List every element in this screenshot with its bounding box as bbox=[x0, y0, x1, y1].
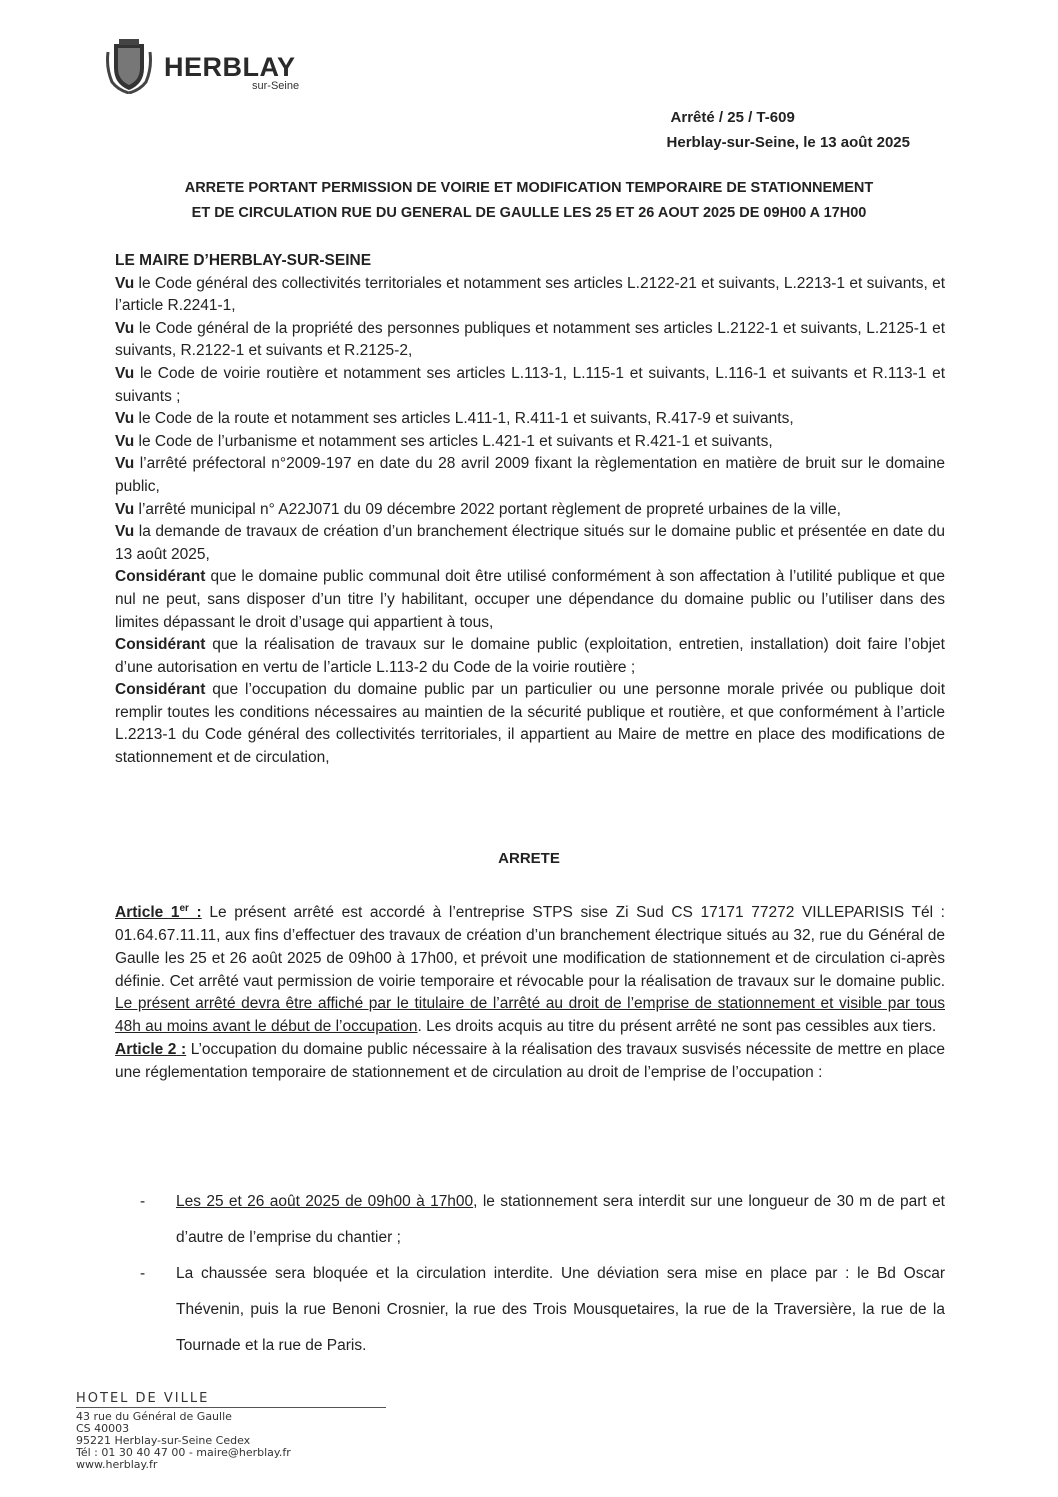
recitals-list bbox=[115, 273, 945, 770]
title-line-2: ET DE CIRCULATION RUE DU GENERAL DE GAULLE LES 25 ET 26 AOUT 2025 DE 09H00 A 17H00 bbox=[191, 205, 867, 221]
logo-subtitle: sur-Seine bbox=[252, 80, 300, 92]
recital-keyword: Vu bbox=[115, 410, 135, 428]
recital-item bbox=[115, 453, 945, 498]
recital-item bbox=[115, 521, 945, 566]
recital-item bbox=[115, 318, 945, 363]
article-2-text: L’occupation du domaine public nécessaire à la réalisation des travaux susvisés nécessite de mettre en place une réglementation temporaire de stationnement et de circulation au droit de l’emprise de l’occupation : bbox=[115, 1040, 945, 1081]
footer-address bbox=[76, 1393, 386, 1471]
bullet-dash: - bbox=[140, 1265, 146, 1282]
bullet-dash: - bbox=[140, 1193, 146, 1210]
recital-text: l’arrêté municipal n° A22J071 du 09 décembre 2022 portant règlement de propreté urbaines de la ville, bbox=[134, 500, 841, 518]
articles-section bbox=[115, 898, 945, 1085]
article-2 bbox=[115, 1039, 945, 1085]
recitals-section bbox=[115, 250, 945, 770]
recital-keyword: Vu bbox=[115, 523, 135, 541]
recital-item bbox=[115, 363, 945, 408]
recital-keyword: Considérant bbox=[115, 636, 206, 654]
recital-text: l’arrêté préfectoral n°2009-197 en date du 28 avril 2009 fixant la règlementation en matière de bruit sur le domaine public, bbox=[115, 455, 945, 495]
article-1-posting-requirement: Le présent arrêté devra être affiché par le titulaire de l’arrêté au droit de l’emprise de stationnement et visible par tous 48h au moins avant le début de l’occupation bbox=[115, 995, 945, 1036]
recital-keyword: Vu bbox=[115, 500, 135, 518]
recital-item bbox=[115, 566, 945, 634]
article-2-label: Article 2 : bbox=[115, 1040, 187, 1058]
measure-dates: Les 25 et 26 août 2025 de 09h00 à 17h00 bbox=[176, 1193, 474, 1210]
recital-text: que le domaine public communal doit être utilisé conformément à son affectation à l’utilité publique et que nul ne peut, sans disposer d’un titre l’y habilitant, occuper une dépendance du domaine public ou l’utiliser dans des limites dépassant le droit d’usage qui appartient à tous, bbox=[115, 568, 945, 631]
recital-text: le Code général des collectivités territoriales et notamment ses articles L.2122-21 et suivants, L.2213-1 et suivants, et l’article R.2241-1, bbox=[115, 274, 945, 315]
recital-item bbox=[115, 679, 945, 769]
measure-text: , le stationnement sera interdit sur une longueur de 30 m de part et d’autre de l’emprise du chantier ; bbox=[176, 1193, 945, 1246]
footer-cs: CS 40003 bbox=[76, 1422, 130, 1435]
recital-text: le Code de la route et notamment ses articles L.411-1, R.411-1 et suivants, R.417-9 et suivants, bbox=[134, 410, 794, 428]
article-1 bbox=[115, 898, 945, 1039]
recital-item bbox=[115, 634, 945, 679]
logo-wordmark: HERBLAY bbox=[164, 52, 296, 82]
article-1-text-a: Le présent arrêté est accordé à l’entreprise STPS sise Zi Sud CS 17171 77272 VILLEPARISIS Tél : 01.64.67.11.11, aux fins d’effectuer des travaux de création d’un branchement électrique situés au 32, rue du Général de Gaulle les 25 et 26 août 2025 de 09h00 à 17h00, et prévoit une modification de stationnement et de circulation ci-après définie. Cet arrêté vaut permission de voirie temporaire et révocable pour la réalisation de travaux sur le domaine public. bbox=[115, 904, 945, 990]
list-item bbox=[140, 1256, 945, 1364]
recital-item bbox=[115, 431, 945, 454]
recital-keyword: Considérant bbox=[115, 568, 206, 586]
recital-item bbox=[115, 499, 945, 522]
reference-block bbox=[667, 105, 910, 155]
recital-text: que la réalisation de travaux sur le domaine public (exploitation, entretien, installation) doit faire l’objet d’une autorisation en vertu de l’article L.113-2 du Code de la voirie routière ; bbox=[115, 636, 945, 676]
herblay-logo bbox=[104, 38, 334, 98]
arrete-heading: ARRETE bbox=[498, 850, 560, 867]
recital-text: le Code de l’urbanisme et notamment ses articles L.421-1 et suivants et R.421-1 et suivants, bbox=[134, 432, 773, 450]
footer-website: www.herblay.fr bbox=[76, 1458, 158, 1471]
footer-city: 95221 Herblay-sur-Seine Cedex bbox=[76, 1434, 251, 1447]
mayor-heading: LE MAIRE D’HERBLAY-SUR-SEINE bbox=[115, 252, 372, 269]
recital-keyword: Vu bbox=[115, 319, 135, 337]
footer-street: 43 rue du Général de Gaulle bbox=[76, 1410, 232, 1423]
place-date: Herblay-sur-Seine, le 13 août 2025 bbox=[666, 134, 910, 151]
footer-title: HOTEL DE VILLE bbox=[76, 1393, 386, 1408]
recital-keyword: Considérant bbox=[115, 681, 206, 699]
list-item bbox=[140, 1184, 945, 1256]
reference-number: Arrêté / 25 / T-609 bbox=[670, 109, 795, 126]
document-title bbox=[100, 176, 958, 226]
city-crest-icon bbox=[104, 38, 154, 94]
recital-text: le Code général de la propriété des personnes publiques et notamment ses articles L.2122-1 et suivants, L.2125-1 et suivants, R.2122-1 et suivants et R.2125-2, bbox=[115, 319, 945, 360]
measures-list bbox=[140, 1184, 945, 1364]
title-line-1: ARRETE PORTANT PERMISSION DE VOIRIE ET MODIFICATION TEMPORAIRE DE STATIONNEMENT bbox=[184, 180, 874, 196]
recital-text: le Code de voirie routière et notamment ses articles L.113-1, L.115-1 et suivants, L.116-1 et suivants et R.113-1 et suivants ; bbox=[115, 364, 945, 405]
article-1-text-b: . Les droits acquis au titre du présent arrêté ne sont pas cessibles aux tiers. bbox=[417, 1018, 937, 1036]
recital-keyword: Vu bbox=[115, 364, 135, 382]
recital-keyword: Vu bbox=[115, 455, 135, 473]
recital-item bbox=[115, 408, 945, 431]
recital-text: que l’occupation du domaine public par un particulier ou une personne morale privée ou publique doit remplir toutes les conditions nécessaires au maintien de la sécurité publique et routière, et que conformément à l’article L.2213-1 du Code général des collectivités territoriales, il appartient au Maire de mettre en place des modifications de stationnement et de circulation, bbox=[115, 681, 945, 767]
recital-item bbox=[115, 273, 945, 318]
measure-text: La chaussée sera bloquée et la circulation interdite. Une déviation sera mise en place par : le Bd Oscar Thévenin, puis la rue Benoni Crosnier, la rue des Trois Mousquetaires, la rue de la Traversière, la rue de la Tournade et la rue de Paris. bbox=[176, 1265, 945, 1354]
recital-keyword: Vu bbox=[115, 274, 135, 292]
footer-contact: Tél : 01 30 40 47 00 - maire@herblay.fr bbox=[76, 1446, 291, 1459]
recital-text: la demande de travaux de création d’un branchement électrique situés sur le domaine public et présentée en date du 13 août 2025, bbox=[115, 523, 945, 563]
recital-keyword: Vu bbox=[115, 432, 135, 450]
article-1-label: Article 1er : bbox=[115, 903, 202, 922]
